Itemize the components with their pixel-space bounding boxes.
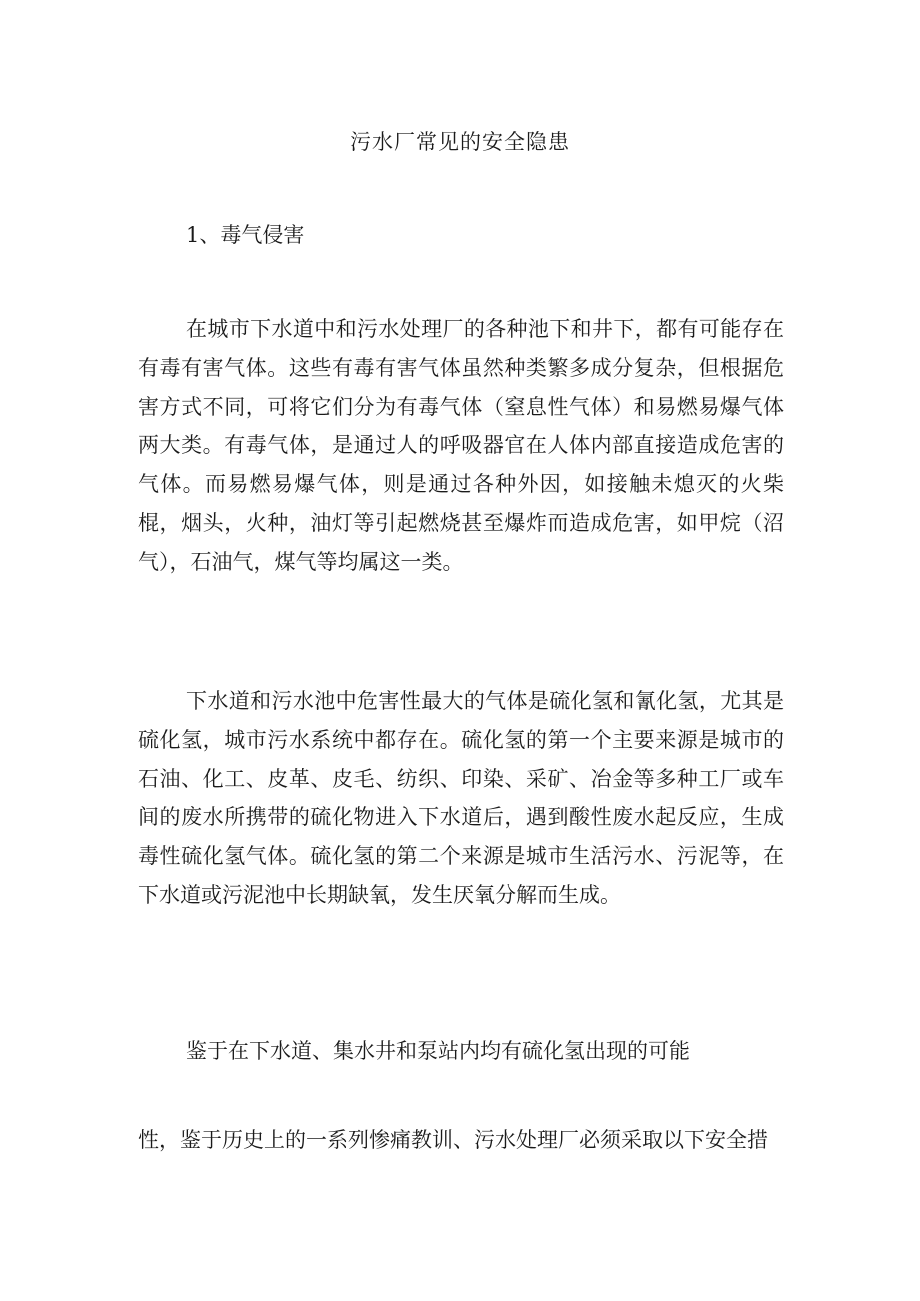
section-heading: 1、毒气侵害	[186, 223, 305, 247]
paragraph-hydrogen-sulfide-sources: 下水道和污水池中危害性最大的气体是硫化氢和氰化氢，尤其是硫化氢，城市污水系统中都存在。硫化氢的第一个主要来源是城市的石油、化工、皮革、皮毛、纺织、印染、采矿、冶金等多种工厂或车间的废水所携带的硫化物进入下水道后，遇到酸性废水起反应，生成毒性硫化氢气体。硫化氢的第二个来源是城市生活污水、污泥等，在下水道或污泥池中长期缺氧，发生厌氧分解而生成。	[138, 689, 784, 907]
paragraph-safety-measures-continued: 性，鉴于历史上的一系列惨痛教训、污水处理厂必须采取以下安全措	[138, 1128, 768, 1152]
paragraph-safety-measures-intro: 鉴于在下水道、集水井和泵站内均有硫化氢出现的可能	[186, 1039, 690, 1063]
paragraph-toxic-gas-overview: 在城市下水道中和污水处理厂的各种池下和井下，都有可能存在有毒有害气体。这些有毒有害气体虽然种类繁多成分复杂，但根据危害方式不同，可将它们分为有毒气体（窒息性气体）和易燃易爆气体两大类。有毒气体，是通过人的呼吸器官在人体内部直接造成危害的气体。而易燃易爆气体，则是通过各种外因，如接触未熄灭的火柴棍，烟头，火种，油灯等引起燃烧甚至爆炸而造成危害，如甲烷（沼气），石油气，煤气等均属这一类。	[138, 317, 784, 574]
document-title: 污水厂常见的安全隐患	[350, 130, 570, 154]
